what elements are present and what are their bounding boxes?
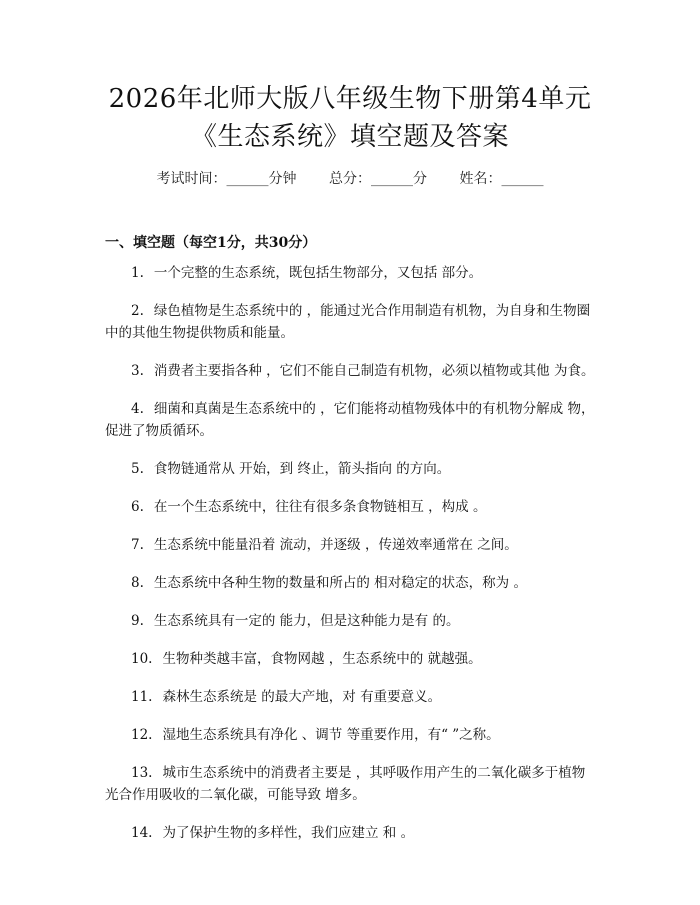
question-number: 14.	[131, 825, 153, 841]
question-item	[105, 458, 595, 480]
question-number: 8.	[131, 575, 144, 591]
question-number: 7.	[131, 537, 144, 553]
question-item	[105, 534, 595, 556]
question-text: 绿色植物是生态系统中的 ，能通过光合作用制造有机物，为自身和生物圈中的其他生物提供物质和能量。	[105, 303, 591, 341]
question-number: 9.	[131, 613, 144, 629]
question-text: 在一个生态系统中，往往有很多条食物链相互 ，构成 。	[153, 499, 487, 515]
question-text: 生物种类越丰富，食物网越 ，生态系统中的 就越强。	[162, 651, 482, 667]
question-number: 1.	[131, 265, 144, 281]
document-title-line-1: 2026年北师大版八年级生物下册第4单元	[108, 84, 592, 114]
question-item	[105, 496, 595, 518]
question-number: 10.	[131, 651, 153, 667]
question-list	[105, 262, 595, 860]
question-number: 6.	[131, 499, 144, 515]
question-text: 消费者主要指各种 ，它们不能自己制造有机物，必须以植物或其他 为食。	[153, 363, 595, 379]
question-item	[105, 360, 595, 382]
question-text: 城市生态系统中的消费者主要是 ，其呼吸作用产生的二氧化碳多于植物光合作用吸收的二氧化碳，可能导致 增多。	[105, 765, 586, 803]
question-number: 12.	[131, 727, 153, 743]
question-item	[105, 572, 595, 594]
question-item	[105, 262, 595, 284]
question-number: 11.	[131, 689, 153, 705]
question-number: 4.	[131, 401, 144, 417]
exam-meta	[0, 168, 700, 188]
question-text: 湿地生态系统具有净化 、调节 等重要作用，有“ ”之称。	[162, 727, 500, 743]
section-heading: 一、填空题（每空1分，共30分）	[105, 235, 317, 251]
document-title-line-2: 《生态系统》填空题及答案	[190, 122, 509, 152]
question-item	[105, 648, 595, 670]
question-number: 3.	[131, 363, 144, 379]
question-text: 生态系统中能量沿着 流动，并逐级 ，传递效率通常在 之间。	[153, 537, 518, 553]
question-item	[105, 724, 595, 746]
total-score: 总分：______分	[329, 171, 427, 187]
question-item	[105, 610, 595, 632]
question-text: 森林生态系统是 的最大产地，对 有重要意义。	[162, 689, 442, 705]
question-item	[105, 300, 595, 344]
question-item	[105, 762, 595, 806]
question-number: 13.	[131, 765, 153, 781]
question-text: 生态系统具有一定的 能力，但是这种能力是有 的。	[153, 613, 460, 629]
exam-time: 考试时间：______分钟	[156, 171, 297, 187]
question-text: 细菌和真菌是生态系统中的 ，它们能将动植物残体中的有机物分解成 物，促进了物质循环。	[105, 401, 595, 439]
question-text: 食物链通常从 开始，到 终止，箭头指向 的方向。	[153, 461, 451, 477]
question-item	[105, 686, 595, 708]
question-text: 生态系统中各种生物的数量和所占的 相对稳定的状态，称为 。	[153, 575, 527, 591]
question-item	[105, 822, 595, 844]
question-number: 2.	[131, 303, 144, 319]
question-text: 一个完整的生态系统，既包括生物部分，又包括 部分。	[153, 265, 483, 281]
question-number: 5.	[131, 461, 144, 477]
student-name: 姓名：______	[459, 171, 544, 187]
question-text: 为了保护生物的多样性，我们应建立 和 。	[162, 825, 415, 841]
question-item	[105, 398, 595, 442]
